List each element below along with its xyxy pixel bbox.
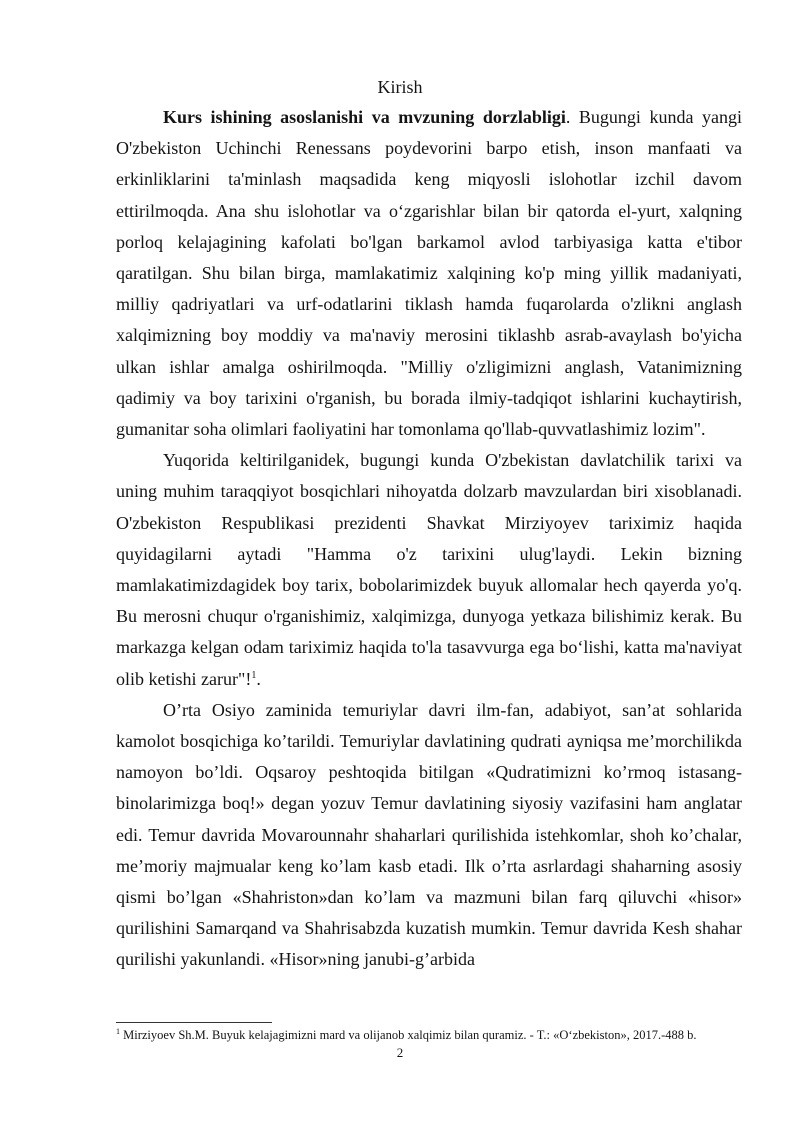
footnote-number: 1 [116, 1026, 120, 1036]
paragraph-1-bold-lead: Kurs ishining asoslanishi va mvzuning dorzlabligi [163, 107, 566, 127]
footnote-reference[interactable]: 1 [251, 669, 257, 681]
page-number: 2 [396, 1045, 404, 1060]
paragraph-1-text: . Bugungi kunda yangi O'zbekiston Uchinchi Renessans poydevorini barpo etish, inson manfaati va erkinliklarini ta'minlash maqsadida keng miqyosli islohotlar izchil davom ettirilmoqda. Ana shu islohotlar va oʻzgarishlar bilan bir qatorda el-yurt, xalqning porloq kelajagining kafolati bo'lgan barkamol avlod tarbiyasiga katta e'tibor qaratilgan. Shu bilan birga, mamlakatimiz xalqining ko'p ming yillik madaniyati, milliy qadriyatlari va urf-odatlarini tiklash hamda fuqarolarda o'zlikni anglash xalqimizning boy moddiy va ma'naviy merosini tiklashb asrab-avaylash bo'yicha ulkan ishlar amalga oshirilmoqda. "Milliy o'zligimizni anglash, Vatanimizning qadimiy va boy tarixini o'rganish, bu borada ilmiy-tadqiqot ishlarini kuchaytirish, gumanitar soha olimlari faoliyatini har tomonlama qo'llab-quvvatlashimiz lozim". [116, 107, 742, 440]
paragraph-2-tail: . [256, 668, 261, 689]
page-heading: Kirish [377, 77, 423, 97]
footnote-text: Mirziyoev Sh.M. Buyuk kelajagimizni mard va olijanob xalqimiz bilan quramiz. - T.: «Oʻzbekiston», 2017.-488 b. [120, 1028, 697, 1042]
paragraph-3 [116, 695, 742, 976]
body-text [116, 102, 742, 976]
paragraph-2 [116, 445, 742, 695]
paragraph-1 [116, 102, 742, 445]
footnote [116, 1027, 756, 1043]
paragraph-2-text: Yuqorida keltirilganidek, bugungi kunda O'zbekistan davlatchilik tarixi va uning muhim taraqqiyot bosqichlari nihoyatda dolzarb mavzulardan biri xisoblanadi. O'zbekiston Respublikasi prezidenti Shavkat Mirziyoyev tariximiz haqida quyidagilarni aytadi "Hamma o'z tarixini ulug'laydi. Lekin bizning mamlakatimizdagidek boy tarix, bobolarimizdek buyuk allomalar hech qayerda yo'q. Bu merosni chuqur o'rganishimiz, xalqimizga, dunyoga yetkaza bilishimiz kerak. Bu markazga kelgan odam tariximiz haqida to'la tasavvurga ega boʻlishi, katta ma'naviyat olib ketishi zarur"! [116, 450, 742, 689]
footnote-separator [116, 1022, 272, 1023]
paragraph-3-text: O’rta Osiyo zaminida temuriylar davri ilm-fan, adabiyot, san’at sohlarida kamolot bosqichiga ko’tarildi. Temuriylar davlatining qudrati ayniqsa me’morchilikda namoyon bo’ldi. Oqsaroy peshtoqida bitilgan «Qudratimizni ko’rmoq istasang- binolarimizga boq!» degan yozuv Temur davlatining siyosiy vazifasini ham anglatar edi. Temur davrida Movarounnahr shaharlari qurilishida istehkomlar, shoh ko’chalar, me’moriy majmualar keng ko’lam kasb etadi. Ilk o’rta asrlardagi shaharning asosiy qismi bo’lgan «Shahriston»dan ko’lam va mazmuni bilan farq qiluvchi «hisor» qurilishini Samarqand va Shahrisabzda kuzatish mumkin. Temur davrida Kesh shahar qurilishi yakunlandi. «Hisor»ning janubi-g’arbida [116, 699, 742, 970]
